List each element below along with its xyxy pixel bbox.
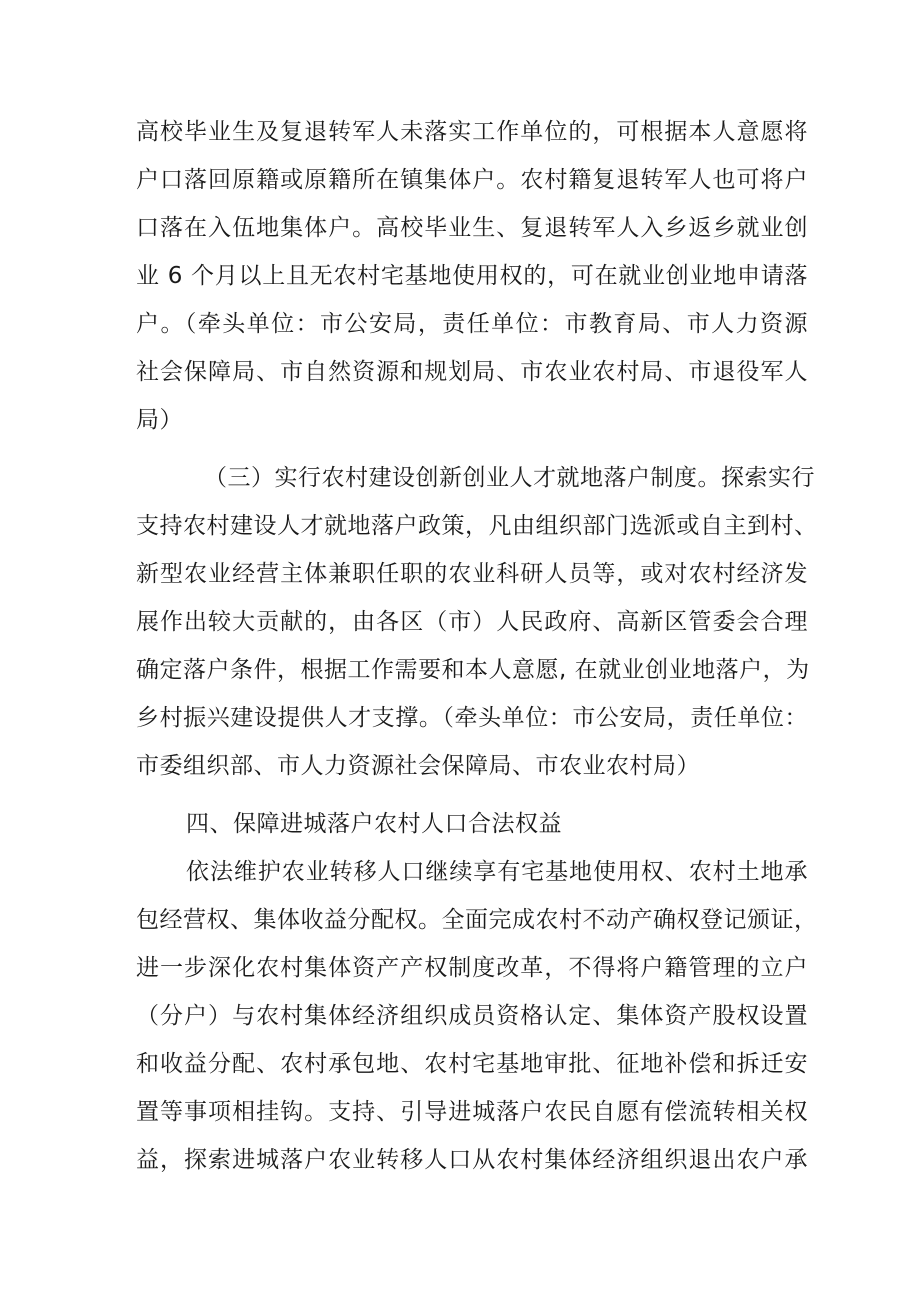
text-line: 市委组织部、市人力资源社会保障局、市农业农村局） [136,753,700,779]
paragraph-household-return [136,108,808,444]
text-line: 户。（牵头单位：市公安局，责任单位：市教育局、市人力资源 [136,311,808,337]
text-line: （分户）与农村集体经济组织成员资格认定、集体资产股权设置 [136,1003,808,1029]
paragraph-rural-talent-settlement [136,454,818,790]
text-line: 包经营权、集体收益分配权。全面完成农村不动产确权登记颁证， [136,907,818,933]
text-line: （三）实行农村建设创新创业人才就地落户制度。探索实行 [204,465,815,491]
paragraph-legal-rights [136,848,818,1184]
text-line: 置等事项相挂钩。支持、引导进城落户农民自愿有偿流转相关权 [136,1099,808,1125]
text-line: 户口落回原籍或原籍所在镇集体户。农村籍复退转军人也可将户 [136,167,808,193]
text-line: 新型农业经营主体兼职任职的农业科研人员等，或对农村经济发 [136,561,808,587]
text-line: 依法维护农业转移人口继续享有宅基地使用权、农村土地承 [186,859,808,885]
text-line: 进一步深化农村集体资产产权制度改革，不得将户籍管理的立户 [136,955,808,981]
text-line: 业 6 个月以上且无农村宅基地使用权的，可在就业创业地申请落 [136,263,808,289]
text-line: 局） [136,407,183,433]
text-line: 益，探索进城落户农业转移人口从农村集体经济组织退出农户承 [136,1147,808,1173]
section-heading: 四、保障进城落户农村人口合法权益 [186,811,562,837]
text-line: 口落在入伍地集体户。高校毕业生、复退转军人入乡返乡就业创 [136,215,808,241]
text-line: 支持农村建设人才就地落户政策，凡由组织部门选派或自主到村、 [136,513,818,539]
text-line: 确定落户条件，根据工作需要和本人意愿, 在就业创业地落户，为 [136,657,810,683]
text-line: 和收益分配、农村承包地、农村宅基地审批、征地补偿和拆迁安 [136,1051,808,1077]
document-body [136,108,818,1184]
text-line: 社会保障局、市自然资源和规划局、市农业农村局、市退役军人 [136,359,808,385]
text-line: 展作出较大贡献的，由各区（市）人民政府、高新区管委会合理 [136,609,808,635]
text-line: 高校毕业生及复退转军人未落实工作单位的，可根据本人意愿将 [136,119,808,145]
text-line: 乡村振兴建设提供人才支撑。（牵头单位：市公安局，责任单位： [136,705,808,731]
